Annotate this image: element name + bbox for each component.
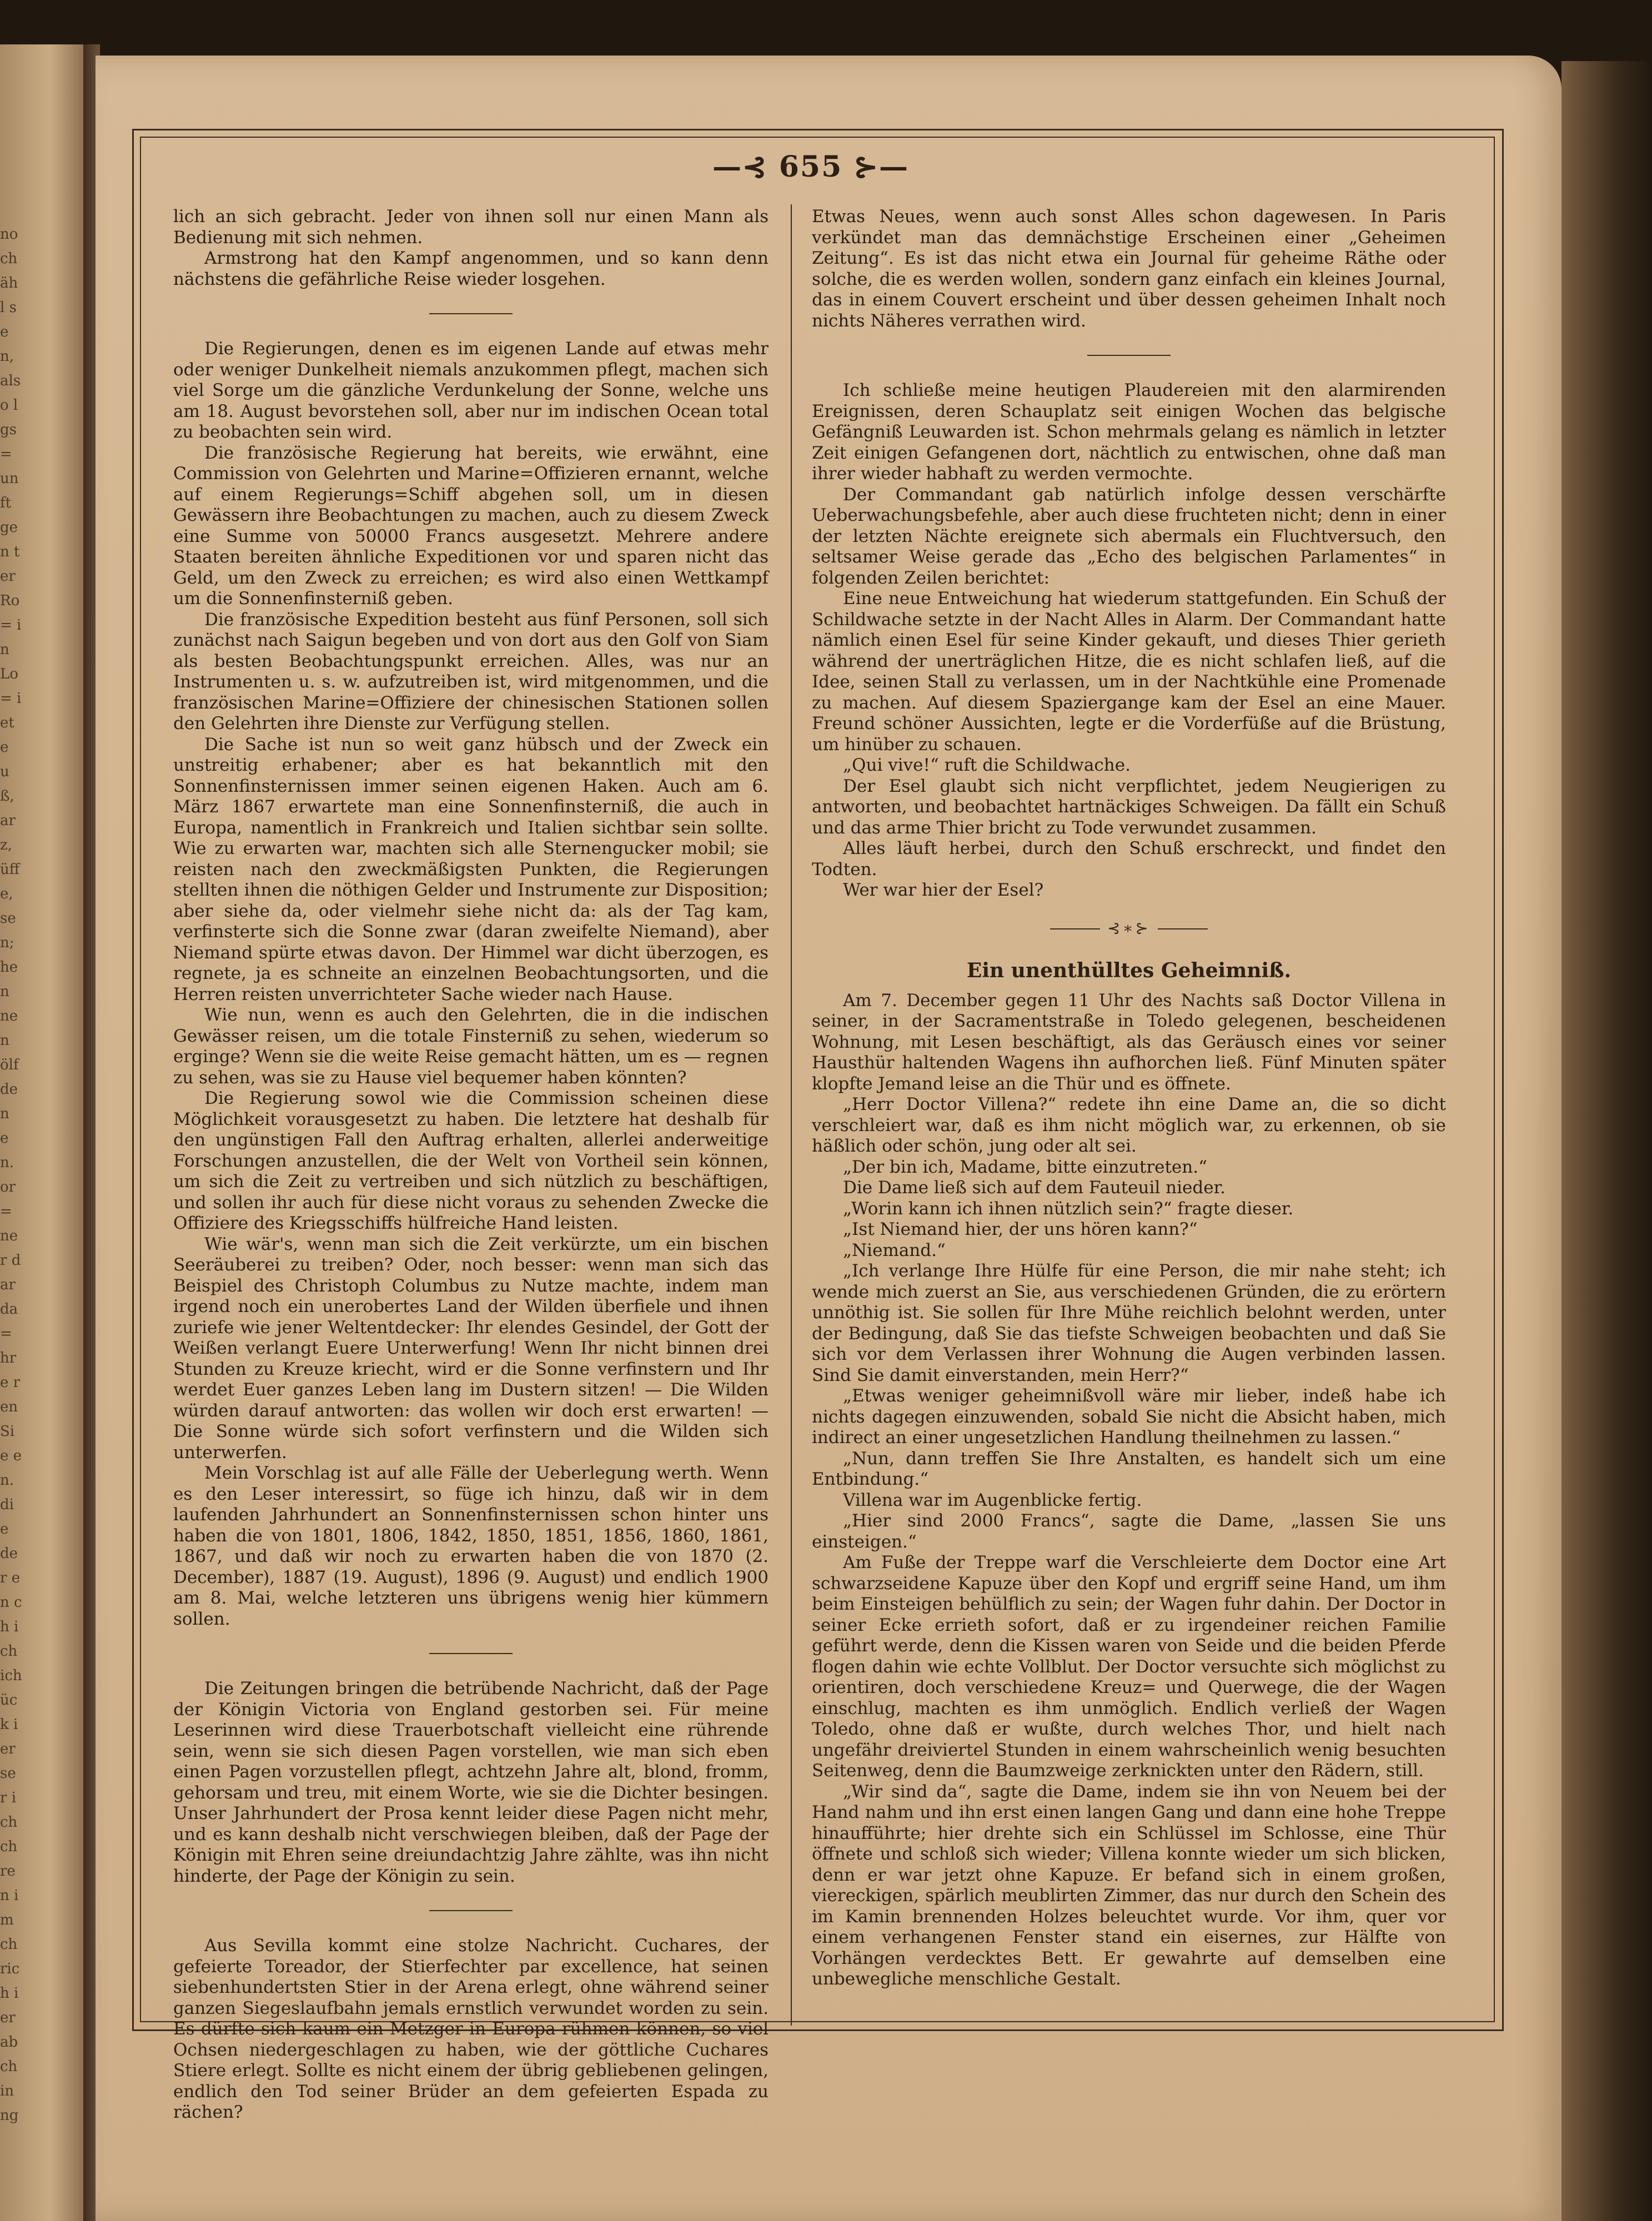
left-column xyxy=(173,207,769,2123)
paragraph: Etwas Neues, wenn auch sonst Alles schon dagewesen. In Paris verkündet man das demnächstige Erscheinen einer „Geheimen Zeitung“. Es ist das nicht etwa ein Journal für geheime Räthe oder solche, die es werden wollen, sondern ganz einfach ein kleines Journal, das in einem Couvert erscheint und über dessen geheimen Inhalt noch nichts Näheres verrathen wird. xyxy=(812,207,1446,331)
article-paragraph: „Ich verlange Ihre Hülfe für eine Person, die mir nahe steht; ich wende mich zuerst an Sie, aus verschiedenen Gründen, die zu erörtern unnöthig ist. Sie sollen für Ihre Mühe reichlich belohnt werden, unter der Bedingung, daß Sie das tiefste Schweigen beobachten und daß Sie sich vor dem Verlassen ihrer Wohnung die Augen verbinden lassen. Sind Sie damit einverstanden, mein Herr?“ xyxy=(812,1261,1446,1385)
article-paragraph: „Niemand.“ xyxy=(843,1240,946,1260)
article-body xyxy=(812,991,1446,1990)
page-right-edge xyxy=(1561,61,1652,2221)
paragraph: Armstrong hat den Kampf angenommen, und so kann denn nächstens die gefährliche Reise wieder losgehen. xyxy=(173,248,769,289)
article-paragraph: „Hier sind 2000 Francs“, sagte die Dame, „lassen Sie uns einsteigen.“ xyxy=(812,1511,1446,1552)
article-paragraph: „Etwas weniger geheimnißvoll wäre mir lieber, indeß habe ich nichts dagegen einzuwenden, sobald Sie nicht die Absicht haben, mich indirect an einer ungesetzlichen Handlung theilnehmen zu lassen.“ xyxy=(812,1386,1446,1448)
article-title: Ein unenthülltes Geheimniß. xyxy=(966,959,1292,982)
article-paragraph: Am Fuße der Treppe warf die Verschleierte dem Doctor eine Art schwarzseidene Kapuze über den Kopf und ergriff seine Hand, um ihm beim Einsteigen behülflich zu sein; der Wagen fuhr dahin. Der Doctor in seiner Ecke errieth sofort, daß er zu irgendeiner reichen Familie geführt werde, denn die Kissen waren von Seide und die beiden Pferde flogen dahin wie echte Vollblut. Der Doctor versuchte sich möglichst zu orientiren, doch verschiedene Kreuz= und Querwege, die der Wagen einschlug, machten es ihm unmöglich. Endlich verließ der Wagen Toledo, ohne daß er wußte, durch welches Thor, und hielt nach ungefähr dreiviertel Stunden in einem wahrscheinlich wenig besuchten Seitenweg, denn die Baumzweige zerknickten unter den Rädern, still. xyxy=(812,1552,1446,1781)
right-column-top xyxy=(812,207,1446,901)
paragraph: Alles läuft herbei, durch den Schuß erschreckt, und findet den Todten. xyxy=(812,838,1446,880)
paragraph: Mein Vorschlag ist auf alle Fälle der Ueberlegung werth. Wenn es den Leser interessirt, so füge ich hinzu, daß wir in dem laufenden Jahrhundert an Sonnenfinsternissen schon hinter uns haben die von 1801, 1806, 1842, 1850, 1851, 1856, 1860, 1861, 1867, und daß wir noch zu erwarten haben die von 1870 (2. December), 1887 (19. August), 1896 (9. August) und endlich 1900 am 8. Mai, welche letzteren uns übrigens wenig hier kümmern sollen. xyxy=(173,1463,769,1629)
paragraph: Der Commandant gab natürlich infolge dessen verschärfte Ueberwachungsbefehle, aber auch diese fruchteten nicht; denn in einer der letzten Nächte ereignete sich abermals ein Fluchtversuch, den seltsamer Weise gerade das „Echo des belgischen Parlamentes“ in folgenden Zeilen berichtet: xyxy=(812,484,1446,588)
article-paragraph: „Wir sind da“, sagte die Dame, indem sie ihn von Neuem bei der Hand nahm und ihn erst einen langen Gang und dann eine hohe Treppe hinaufführte; hier drehte sich ein Schlüssel im Schlosse, eine Thür öffnete und schloß sich wieder; Villena konnte wieder um sich blicken, denn er war jetzt ohne Kapuze. Er befand sich in einem großen, viereckigen, spärlich meublirten Zimmer, das nur durch den Schein des im Kamin brennenden Holzes beleuchtet wurde. Vor ihm, quer vor einem verhangenen Fenster stand ein eisernes, zur Hälfte von Vorhängen verdecktes Bett. Er gewahrte auf demselben eine unbewegliche menschliche Gestalt. xyxy=(812,1781,1446,1989)
paragraph: Ich schließe meine heutigen Plaudereien mit den alarmirenden Ereignissen, deren Schauplatz seit einigen Wochen das belgische Gefängniß Leuwarden ist. Schon mehrmals gelang es nämlich in letzter Zeit einigen Gefangenen dort, nächtlich zu entwischen, ohne daß man ihrer wieder habhaft zu werden vermochte. xyxy=(812,380,1446,484)
left-page-fragment: noch ähl sen, also lgs= unft gen ter Ro= in Lo= iete uß, arz, üffe, sen; hen nen ölf den en. or= ner dar da= hre ren Sie en. die der en ch ich ich ück ier ser ich ch ren im ch rich ier ab ch in ng xyxy=(0,226,22,2124)
article-paragraph: „Nun, dann treffen Sie Ihre Anstalten, es handelt sich um eine Entbindung.“ xyxy=(812,1448,1446,1489)
paragraph: Wie wär's, wenn man sich die Zeit verkürzte, um ein bischen Seeräuberei zu treiben? Oder, noch besser: wenn man sich das Beispiel des Christoph Columbus zu Nutze machte, indem man irgend noch ein unerobertes Land der Wilden überfiele und ihnen zuriefe wie jener Weltentdecker: Ihr elendes Gesindel, der Gott der Weißen verlangt Euere Unterwerfung! Wenn Ihr nicht binnen drei Stunden zu Kreuze kriecht, wird er die Sonne verfinstern und Ihr werdet Euer ganzes Leben lang im Dustern sitzen! — Die Wilden würden darauf antworten: das wollen wir doch erst erwarten! — Die Sonne würde sich sofort verfinstern und die Wilden sich unterwerfen. xyxy=(173,1234,769,1463)
paragraph: Die Sache ist nun so weit ganz hübsch und der Zweck ein unstreitig erhabener; aber es hat bekanntlich mit den Sonnenfinsternissen immer seinen eigenen Haken. Auch am 6. März 1867 erwartete man eine Sonnenfinsterniß, die auch in Europa, namentlich in Frankreich und Italien sichtbar sein sollte. Wie zu erwarten war, machten sich alle Sternengucker mobil; sie reisten nach den zweckmäßigsten Punkten, die Regierungen stellten ihnen die nöthigen Gelder und Instrumente zur Disposition; aber siehe da, oder vielmehr siehe nicht da: als der Tag kam, verfinsterte sich die Sonne zwar (daran zweifelte Niemand), aber Niemand spürte etwas davon. Der Himmel war dicht überzogen, es regnete, ja es schneite an einzelnen Beobachtungsorten, und die Herren reisten unverrichteter Sache wieder nach Hause. xyxy=(173,734,769,1004)
paragraph: Die Zeitungen bringen die betrübende Nachricht, daß der Page der Königin Victoria von England gestorben sei. Für meine Leserinnen wird diese Trauerbotschaft vielleicht eine rührende sein, wenn sie sich diesen Pagen vorstellen, wie man sich eben einen Pagen vorzustellen pflegt, achtzehn Jahre alt, blond, fromm, gehorsam und treu, mit einem Worte, wie sie die Dichter besingen. Unser Jahrhundert der Prosa kennt leider diese Pagen nicht mehr, und es kann deshalb nicht verschwiegen bleiben, daß der Page der Königin mit Ehren seine dreiundachtzig Jahre zählte, was ihn nicht hinderte, der Page der Königin zu sein. xyxy=(173,1679,769,1886)
paragraph: Die Regierungen, denen es im eigenen Lande auf etwas mehr oder weniger Dunkelheit niemals anzukommen pflegt, machen sich viel Sorge um die gänzliche Verdunkelung der Sonne, welche uns am 18. August bevorstehen soll, aber nur im indischen Ocean total zu beobachten sein wird. xyxy=(173,339,769,442)
right-column xyxy=(812,207,1446,1990)
paragraph: Die französische Regierung hat bereits, wie erwähnt, eine Commission von Gelehrten und Marine=Offizieren ernannt, welche auf einem Regierungs=Schiff abgehen soll, um in diesen Gewässern ihre Beobachtungen zu machen, auch zu diesem Zweck eine Summe von 50000 Francs ausgesetzt. Mehrere andere Staaten bereiten ähnliche Expeditionen vor und sparen nicht das Geld, um den Zweck zu erreichen; es wird also einen Wettkampf um die Sonnenfinsterniß geben. xyxy=(173,443,769,609)
article-paragraph: Villena war im Augenblicke fertig. xyxy=(843,1490,1142,1510)
article-paragraph: Am 7. December gegen 11 Uhr des Nachts saß Doctor Villena in seiner, in der Sacramentstraße in Toledo gelegenen, bescheidenen Wohnung, mit Lesen beschäftigt, als das Geräusch eines vor seiner Hausthür haltenden Wagens ihn aufhorchen ließ. Fünf Minuten später klopfte Jemand leise an die Thür und es öffnete. xyxy=(812,990,1446,1094)
section-separator xyxy=(429,1910,513,1911)
paragraph: Die Regierung sowol wie die Commission scheinen diese Möglichkeit vorausgesetzt zu haben. Die letztere hat deshalb für den ungünstigen Fall den Auftrag erhalten, allerlei anderweitige Forschungen anzustellen, die der Welt von Vortheil sein können, um sich die Zeit zu vertreiben und sich nützlich zu beschäftigen, und sollen ihr auch für diese nicht voraus zu sehenden Zwecke die Offiziere des Kriegsschiffs hülfreiche Hand leisten. xyxy=(173,1088,769,1233)
article-paragraph: Die Dame ließ sich auf dem Fauteuil nieder. xyxy=(843,1178,1226,1198)
article-paragraph: „Herr Doctor Villena?“ redete ihn eine Dame an, die so dicht verschleiert war, daß es ihm nicht möglich war, zu erkennen, ob sie häßlich oder schön, jung oder alt sei. xyxy=(812,1094,1446,1156)
paragraph: „Qui vive!“ ruft die Schildwache. xyxy=(843,755,1131,775)
section-ornament: ⊰∗⊱ xyxy=(812,918,1446,939)
article-paragraph: „Der bin ich, Madame, bitte einzutreten.“ xyxy=(843,1157,1207,1177)
section-separator xyxy=(429,313,513,314)
section-separator xyxy=(429,1653,513,1654)
article-paragraph: „Ist Niemand hier, der uns hören kann?“ xyxy=(843,1219,1198,1239)
paragraph: Eine neue Entweichung hat wiederum stattgefunden. Ein Schuß der Schildwache setzte in der Nacht Alles in Alarm. Der Commandant hatte nämlich einen Esel für seine Kinder gekauft, und dieses Thier gerieth während der unerträglichen Hitze, die es nicht schlafen ließ, auf die Idee, seinen Stall zu verlassen, um in der Nachtkühle eine Promenade zu machen. Auf diesem Spaziergange kam der Esel an eine Mauer. Freund schöner Aussichten, legte er die Vorderfüße auf die Brüstung, um hinüber zu schauen. xyxy=(812,589,1446,755)
left-page-edge xyxy=(0,44,83,2221)
paragraph: lich an sich gebracht. Jeder von ihnen soll nur einen Mann als Bedienung mit sich nehmen. xyxy=(173,207,769,248)
article-paragraph: „Worin kann ich ihnen nützlich sein?“ fragte dieser. xyxy=(843,1198,1294,1219)
column-divider xyxy=(791,204,792,2026)
page-number: —⊰ 655 ⊱— xyxy=(712,150,909,184)
section-separator xyxy=(1087,355,1171,356)
paragraph: Wer war hier der Esel? xyxy=(843,880,1044,900)
paragraph: Der Esel glaubt sich nicht verpflichtet, jedem Neugierigen zu antworten, und beobachtet hartnäckiges Schweigen. Da fällt ein Schuß und das arme Thier bricht zu Tode verwundet zusammen. xyxy=(812,776,1446,838)
paragraph: Wie nun, wenn es auch den Gelehrten, die in die indischen Gewässer reisen, um die totale Finsterniß zu sehen, wiederum so erginge? Wenn sie die weite Reise gemacht hätten, um es — regnen zu sehen, was sie zu Hause viel bequemer haben könnten? xyxy=(173,1005,769,1088)
paragraph: Die französische Expedition besteht aus fünf Personen, soll sich zunächst nach Saigun begeben und von dort aus den Golf von Siam als besten Beobachtungspunkt erreichen. Alles, was nur an Instrumenten u. s. w. aufzutreiben ist, wird mitgenommen, und die französischen Marine=Offiziere der chinesischen Stationen sollen den Gelehrten ihre Dienste zur Verfügung stellen. xyxy=(173,609,769,733)
paragraph: Aus Sevilla kommt eine stolze Nachricht. Cuchares, der gefeierte Toreador, der Stierfechter par excellence, hat seinen siebenhundertsten Stier in der Arena erlegt, ohne während seiner ganzen Siegeslaufbahn jemals ernstlich verwundet worden zu sein. Es dürfte sich kaum ein Metzger in Europa rühmen können, so viel Ochsen niedergeschlagen zu haben, wie der göttliche Cuchares Stiere erlegt. Sollte es nicht einem der übrig gebliebenen gelingen, endlich den Tod seiner Brüder an dem gefeierten Espada zu rächen? xyxy=(173,1936,769,2122)
